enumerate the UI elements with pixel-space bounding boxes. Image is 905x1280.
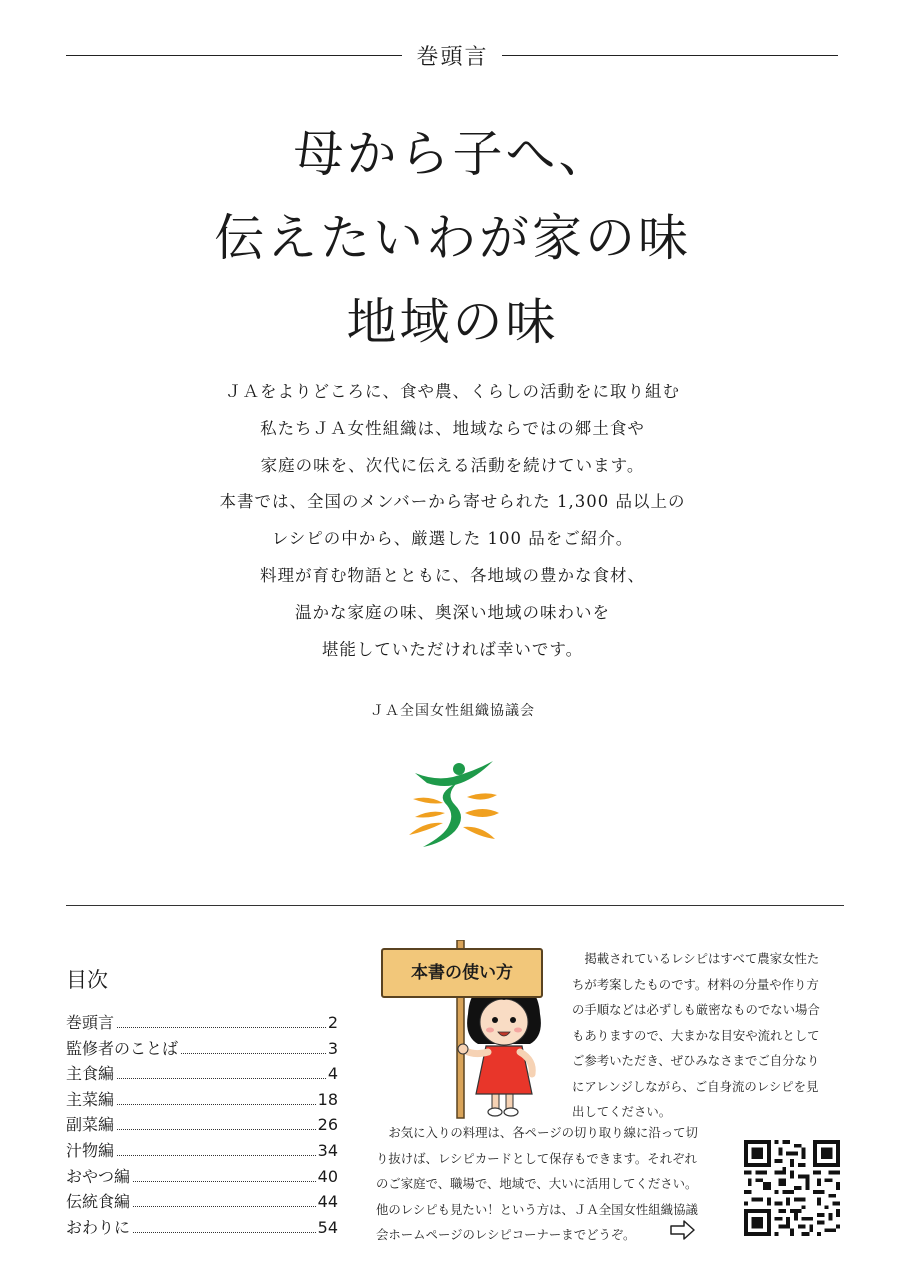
body-line: 私たちＪＡ女性組織は、地域ならではの郷土食や <box>260 418 645 438</box>
toc-item: おやつ編 40 <box>66 1166 338 1186</box>
toc-item: 主食編 4 <box>66 1064 338 1084</box>
howto-line: にアレンジしながら、ご自身流のレシピを見 <box>572 1078 819 1094</box>
toc-item: 監修者のことば 3 <box>66 1038 338 1058</box>
qr-code-icon[interactable] <box>744 1140 840 1236</box>
toc-item: 汁物編 34 <box>66 1140 338 1160</box>
toc-item: おわりに 54 <box>66 1217 338 1237</box>
body-line: 家庭の味を、次代に伝える活動を続けています。 <box>260 455 645 475</box>
body-line: 温かな家庭の味、奥深い地域の味わいを <box>295 602 610 622</box>
toc-item: 主菜編 18 <box>66 1089 338 1109</box>
title-line: 母から子へ、 <box>293 125 612 183</box>
howto-text-right <box>572 946 844 1125</box>
howto-line: 会ホームページのレシピコーナーまでどうぞ。 <box>376 1227 636 1242</box>
body-line: 堪能していただければ幸いです。 <box>321 639 584 659</box>
howto-sign: 本書の使い方 <box>381 948 543 998</box>
howto-line: ご参考いただき、ぜひみなさまでご自分なり <box>572 1053 820 1068</box>
howto-line: の手順などは必ずしも厳密なものでない場合 <box>572 1002 820 1017</box>
signature: ＪＡ全国女性組織協議会 <box>370 703 535 719</box>
preface-body <box>0 374 905 668</box>
howto-line: ちが考案したものです。材料の分量や作り方 <box>572 976 819 992</box>
ja-womens-logo-icon <box>405 755 505 850</box>
body-line: レシピの中から、厳選した 100 品をご紹介。 <box>271 529 634 549</box>
body-line: 本書では、全国のメンバーから寄せられた 1,300 品以上の <box>219 492 686 512</box>
howto-line: のご家庭で、職場で、地域で、大いに活用してください。 <box>376 1176 698 1191</box>
howto-line: 掲載されているレシピはすべて農家女性た <box>572 951 820 966</box>
title-line: 地域の味 <box>346 293 559 351</box>
body-line: ＪＡをよりどころに、食や農、くらしの活動をに取り組む <box>225 382 680 401</box>
arrow-right-icon <box>670 1220 696 1240</box>
toc-title: 目次 <box>66 968 108 992</box>
howto-line: 他のレシピも見たい！という方は、ＪＡ全国女性組織協議 <box>376 1201 698 1217</box>
section-label: 巻頭言 <box>0 40 905 71</box>
toc-item: 伝統食編 44 <box>66 1192 338 1212</box>
howto-text-bottom <box>376 1120 720 1248</box>
section-divider <box>66 905 844 906</box>
body-line: 料理が育む物語とともに、各地域の豊かな食材、 <box>260 565 645 585</box>
page-title <box>0 112 905 364</box>
table-of-contents <box>66 1010 338 1240</box>
howto-line: お気に入りの料理は、各ページの切り取り線に沿って切 <box>376 1125 698 1140</box>
howto-line: 出してください。 <box>572 1104 672 1119</box>
howto-line: もありますので、大まかな目安や流れとして <box>572 1027 820 1043</box>
howto-line: り抜けば、レシピカードとして保存もできます。それぞれ <box>376 1150 697 1166</box>
toc-item: 副菜編 26 <box>66 1115 338 1135</box>
title-line: 伝えたいわが家の味 <box>214 209 691 267</box>
toc-item: 巻頭言 2 <box>66 1013 338 1032</box>
